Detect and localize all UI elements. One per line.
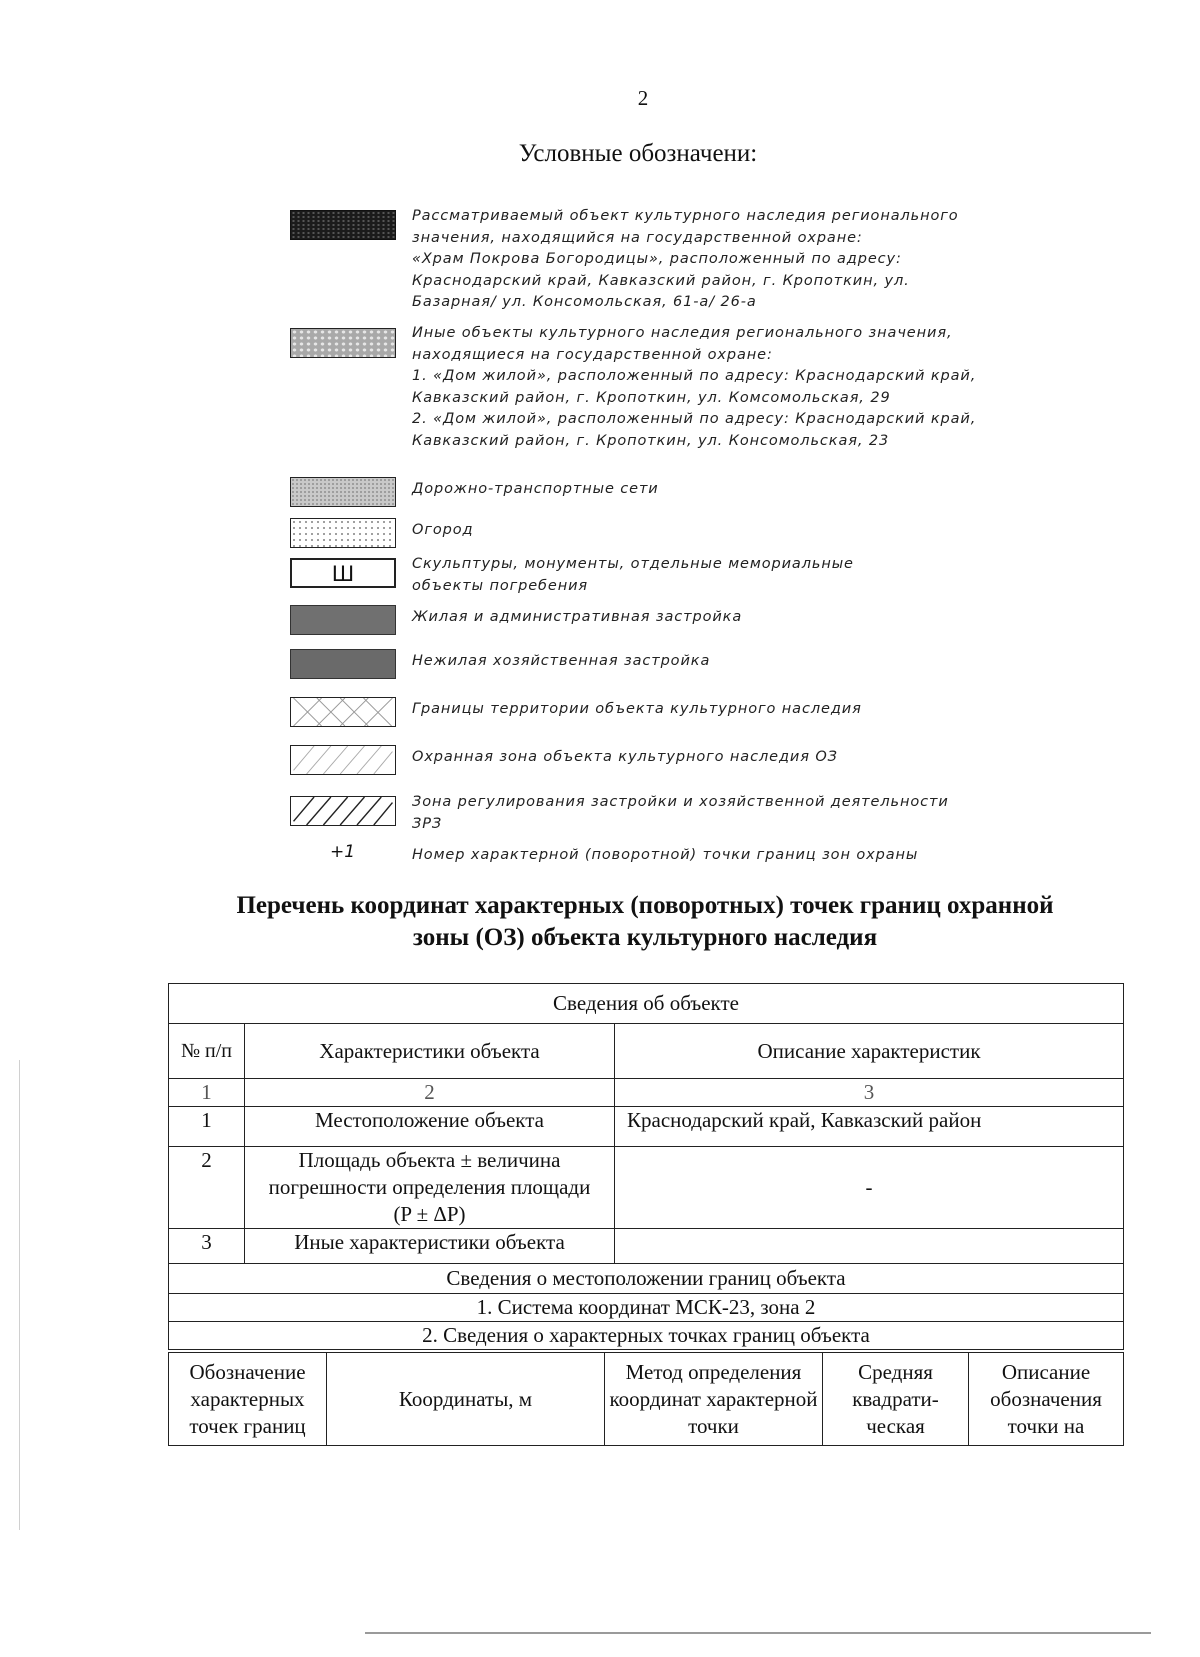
dark-fill-swatch: [290, 210, 396, 240]
table-row: [169, 1322, 1124, 1350]
row-characteristic: Иные характеристики объекта: [245, 1229, 615, 1264]
legend-item-text: Иные объекты культурного наследия регионального значения, находящиеся на государственной охране: 1. «Дом жилой», расположенный по адресу: Краснодарский край, Кавказский район, г. Кропоткин, ул. Комсомольская, 29 2. «Дом жилой», расположенный по адресу: Краснодарский край, Кавказский район, г. Кропоткин, ул. Консомольская, 23: [412, 325, 977, 449]
table-row: [169, 1264, 1124, 1294]
legend-item-text: Границы территории объекта культурного наследия: [412, 701, 862, 717]
column-number: 1: [169, 1079, 245, 1107]
dark-hatch-swatch: [290, 796, 396, 826]
column-headers-row: [169, 1024, 1124, 1079]
column-header-number: № п/п: [169, 1024, 245, 1079]
legend-item-text: Нежилая хозяйственная застройка: [412, 653, 711, 669]
table-row: [169, 1107, 1124, 1147]
row-number: 3: [169, 1229, 245, 1264]
legend-item-text: Рассматриваемый объект культурного наследия регионального значения, находящийся на государственной охране: «Храм Покрова Богородицы», расположенный по адресу: Краснодарский край, Кавказский район, г. Кропоткин, ул. Базарная/ ул. Консомольская, 61-а/ 26-а: [412, 208, 959, 310]
residential-fill-swatch: [290, 605, 396, 635]
page-number: 2: [637, 86, 649, 110]
object-info-table: [168, 983, 1124, 1350]
mottled-fill-swatch: [290, 328, 396, 358]
point-marker-icon: +1: [330, 842, 356, 862]
column-number: 3: [615, 1079, 1124, 1107]
scan-artifact-line: [19, 1060, 20, 1530]
column-numbers-row: [169, 1079, 1124, 1107]
legend-item-text: Дорожно-транспортные сети: [412, 481, 659, 497]
legend-item-text: Огород: [412, 522, 474, 538]
boundary-points-table: [168, 1352, 1124, 1446]
column-header-coordinates: Координаты, м: [327, 1353, 605, 1446]
column-headers-row: [169, 1353, 1124, 1446]
coordinate-system: 1. Система координат МСК-23, зона 2: [169, 1294, 1124, 1322]
table-row: [169, 1147, 1124, 1229]
column-header-description: Описание характеристик: [615, 1024, 1124, 1079]
table-row: [169, 1229, 1124, 1264]
row-description: [615, 1229, 1124, 1264]
row-characteristic: Местоположение объекта: [245, 1107, 615, 1147]
column-header-characteristics: Характеристики объекта: [245, 1024, 615, 1079]
row-description: -: [615, 1147, 1124, 1229]
table-row: [169, 1294, 1124, 1322]
location-header: Сведения о местоположении границ объекта: [169, 1264, 1124, 1294]
scan-artifact-line: [365, 1632, 1151, 1634]
column-header-point-description: Описание обозначения точки на: [969, 1353, 1124, 1446]
section-heading: Перечень координат характерных (поворотных) точек границ охранной зоны (ОЗ) объекта культурного наследия: [236, 892, 1054, 951]
garden-dots-swatch: [290, 518, 396, 548]
column-header-mean-square-error: Средняя квадрати-ческая: [823, 1353, 969, 1446]
cross-hatch-swatch: [290, 697, 396, 727]
nonresidential-fill-swatch: [290, 649, 396, 679]
points-header: 2. Сведения о характерных точках границ объекта: [169, 1322, 1124, 1350]
row-number: 2: [169, 1147, 245, 1229]
column-number: 2: [245, 1079, 615, 1107]
legend-item-text: Охранная зона объекта культурного наследия ОЗ: [412, 749, 838, 765]
legend-title: Условные обозначени:: [518, 140, 758, 167]
row-characteristic: Площадь объекта ± величина погрешности определения площади (P ± ΔР): [245, 1147, 615, 1229]
legend-item-text: Номер характерной (поворотной) точки границ зон охраны: [412, 847, 919, 863]
column-header-point-designation: Обозначение характерных точек границ: [169, 1353, 327, 1446]
row-description: Краснодарский край, Кавказский район: [615, 1107, 1124, 1147]
light-hatch-swatch: [290, 745, 396, 775]
table-header: Сведения об объекте: [169, 984, 1124, 1024]
row-number: 1: [169, 1107, 245, 1147]
legend-item-text: Скульптуры, монументы, отдельные мемориальные объекты погребения: [412, 556, 854, 594]
table-header-row: [169, 984, 1124, 1024]
road-fill-swatch: [290, 477, 396, 507]
column-header-method: Метод определения координат характерной точки: [605, 1353, 823, 1446]
legend-item-text: Зона регулирования застройки и хозяйственной деятельности ЗРЗ: [412, 794, 949, 832]
legend-item-text: Жилая и административная застройка: [412, 609, 743, 625]
monument-icon: Ш: [290, 558, 396, 588]
